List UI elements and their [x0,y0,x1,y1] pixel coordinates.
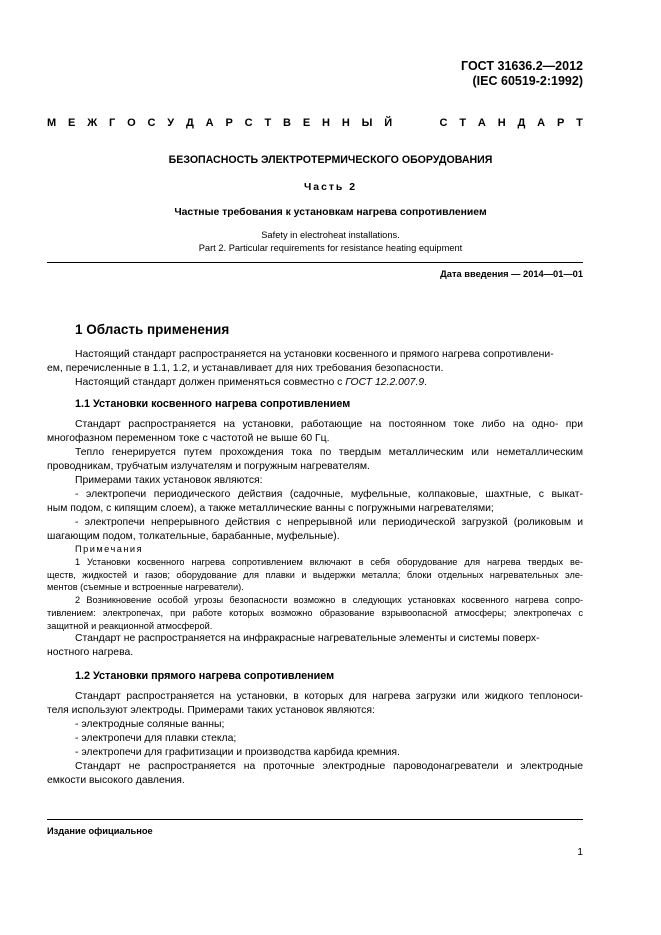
section-1-1-line: ным подом, с кипящим слоем), а также металлические ванны с погружными нагревателями; [47,503,494,514]
note-line: ментов (съемные и встроенные нагреватели). [47,582,244,593]
interstate-standard-heading [47,117,583,129]
section-1-heading: 1 Область применения [75,322,230,337]
section-1-body [47,348,583,390]
standard-designation [461,59,583,89]
section-1-1-line: - электропечи непрерывного действия с непрерывной или периодической загрузкой (роликовым и [75,517,583,528]
section-1-2-line: - электропечи для графитизации и производства карбида кремния. [75,747,400,758]
heading-letter: Г [109,117,116,129]
page-number: 1 [577,847,583,858]
english-title-line-2: Part 2. Particular requirements for resistance heating equipment [198,243,463,253]
heading-letter: Й [384,117,393,129]
heading-letter: Т [459,117,467,129]
heading-letter: Е [68,117,76,129]
heading-letter: Ы [361,117,373,129]
heading-letter: Н [341,117,350,129]
exclusion-line-2: ностного нагрева. [47,647,134,658]
section-1-ref-suffix: . [424,377,428,388]
title-divider [47,262,583,263]
section-1-1-line: Стандарт распространяется на установки, работающие на постоянном токе либо на одно- при [75,419,583,430]
note-line: тивлением: электропечах, при работе которых возможно образование взрывоопасной атмосферы; электропечах с [47,607,583,618]
heading-letter: Е [302,117,311,129]
section-1-2-line: емкости высокого давления. [47,775,185,786]
heading-letter: С [439,117,448,129]
heading-letter: Т [576,117,583,129]
heading-letter: Н [322,117,330,129]
heading-letter: А [477,117,486,129]
note-line: 1 Установки косвенного нагрева сопротивлением включают в себя оборудование для нагрева твердых ве- [75,556,583,567]
section-1-2-line: Стандарт не распространяется на проточные электродные пароводонагреватели и электродные [75,761,583,772]
iec-number: (IEC 60519-2:1992) [472,74,583,88]
note-line: 2 Возникновение особой угрозы безопасности возможно в следующих установках косвенного нагрева сопро- [75,595,583,606]
document-subtitle: Частные требования к установкам нагрева сопротивлением [174,207,487,218]
heading-letter: М [47,117,57,129]
section-1-1-notes [47,543,583,633]
heading-letter: У [167,117,175,129]
heading-letter: Н [497,117,506,129]
heading-letter: Д [517,117,526,129]
notes-title: Примечания [75,544,144,554]
section-1-1-heading: 1.1 Установки косвенного нагрева сопротивлением [75,398,351,410]
footer-divider [47,819,583,820]
section-1-1-line: шагающим подом, толкательные, барабанные, муфельные). [47,531,340,542]
introduction-date: Дата введения — 2014—01—01 [440,269,583,279]
section-1-1-line: Примерами таких установок являются: [75,475,263,486]
section-1-ref-prefix: Настоящий стандарт должен применяться совместно с [75,377,346,388]
heading-letter: О [127,117,136,129]
section-1-1-line: - электропечи периодического действия (садочные, муфельные, колпаковые, шахтные, с выкат- [75,489,583,500]
note-line: защитной и реакционной атмосферой. [47,620,213,631]
section-1-2-line: теля используют электроды. Примерами таких установок являются: [47,705,375,716]
english-title-line-1: Safety in electroheat installations. [261,230,400,240]
section-1-2-heading: 1.2 Установки прямого нагрева сопротивлением [75,670,335,682]
heading-letter: А [537,117,546,129]
heading-letter: Т [264,117,272,129]
section-1-1-line: Тепло генерируется путем прохождения тока по твердым металлическим или неметаллическим [75,447,583,458]
standard-number: ГОСТ 31636.2—2012 [461,59,583,73]
gost-reference-link[interactable]: ГОСТ 12.2.007.9 [345,377,425,388]
section-1-1-line: проводникам, трубчатым излучателям и погружным нагревателям. [47,461,370,472]
heading-letter: А [205,117,214,129]
section-1-2-line: - электродные соляные ванны; [75,719,225,730]
section-1-2-body [47,690,583,788]
section-1-2-line: Стандарт распространяется на установки, в которых для нагрева загрузки или жидкого теплоноси- [75,691,583,702]
heading-letter: В [283,117,291,129]
part-label: Часть 2 [303,182,357,193]
section-1-line-2: ем, перечисленные в 1.1, 1.2, и устанавливает для них требования безопасности. [47,363,444,374]
note-line: ществ, жидкостей и газов; оборудование для плавки и выдержки металла; блоки отдельных нагревательных эле- [47,569,583,580]
section-1-1-line: многофазном переменном токе с частотой не выше 60 Гц. [47,433,330,444]
exclusion-line-1: Стандарт не распространяется на инфракрасные нагревательные элементы и системы поверх- [75,633,540,644]
heading-letter: Ж [87,117,98,129]
heading-letter: С [244,117,253,129]
section-1-2-line: - электропечи для плавки стекла; [75,733,237,744]
heading-letter: С [147,117,156,129]
section-1-1-exclusion [47,632,583,660]
section-1-line-1: Настоящий стандарт распространяется на установки косвенного и прямого нагрева сопротивлени- [75,349,554,360]
heading-letter: Р [556,117,565,129]
document-title: БЕЗОПАСНОСТЬ ЭЛЕКТРОТЕРМИЧЕСКОГО ОБОРУДОВАНИЯ [168,154,493,166]
heading-letter: Р [225,117,233,129]
heading-letter: Д [185,117,194,129]
section-1-1-body [47,418,583,544]
edition-label: Издание официальное [47,826,153,836]
